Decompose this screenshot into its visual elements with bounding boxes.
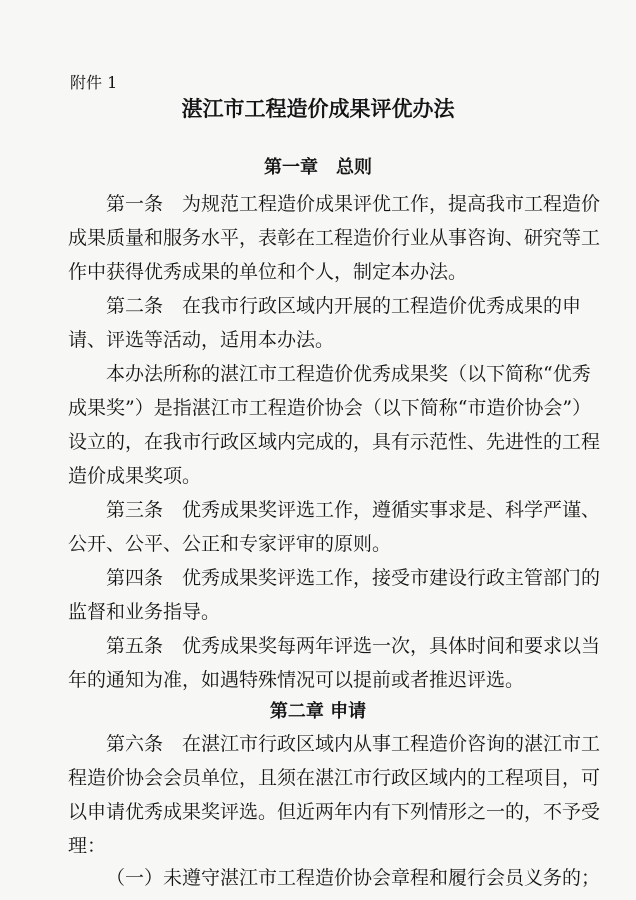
article-6-line-4: 理：: [68, 835, 107, 857]
article-6-line-3: 以申请优秀成果奖评选。但近两年内有下列情形之一的，不予受: [68, 801, 601, 823]
paragraph-definition-line-1: 本办法所称的湛江市工程造价优秀成果奖（以下简称“优秀: [106, 363, 591, 385]
article-5-line-2: 年的通知为准，如遇特殊情况可以提前或者推迟评选。: [68, 669, 525, 691]
article-3-line-1: 第三条 优秀成果奖评选工作，遵循实事求是、科学严谨、: [106, 499, 601, 521]
article-4-line-1: 第四条 优秀成果奖评选工作，接受市建设行政主管部门的: [106, 567, 601, 589]
article-4-line-2: 监督和业务指导。: [68, 601, 221, 623]
paragraph-definition-line-2: 成果奖”）是指湛江市工程造价协会（以下简称“市造价协会”）: [68, 397, 592, 419]
article-2-line-2: 请、评选等活动，适用本办法。: [68, 329, 335, 351]
document-title: 湛江市工程造价成果评优办法: [181, 96, 455, 121]
article-3-line-2: 公开、公平、公正和专家评审的原则。: [68, 533, 392, 555]
article-6-line-2: 程造价协会会员单位，且须在湛江市行政区域内的工程项目，可: [68, 767, 601, 789]
attachment-label: 附件 1: [70, 73, 118, 92]
chapter-1-heading: 第一章 总则: [264, 157, 372, 178]
article-5-line-1: 第五条 优秀成果奖每两年评选一次，具体时间和要求以当: [106, 635, 601, 657]
article-1-line-3: 作中获得优秀成果的单位和个人，制定本办法。: [68, 261, 468, 283]
article-1-line-1: 第一条 为规范工程造价成果评优工作，提高我市工程造价: [106, 193, 601, 215]
chapter-2-heading: 第二章 申请: [269, 701, 367, 722]
article-2-line-1: 第二条 在我市行政区域内开展的工程造价优秀成果的申: [106, 295, 582, 317]
paragraph-definition-line-4: 造价成果奖项。: [68, 465, 202, 487]
article-1-line-2: 成果质量和服务水平，表彰在工程造价行业从事咨询、研究等工: [68, 227, 601, 249]
paragraph-definition-line-3: 设立的，在我市行政区域内完成的，具有示范性、先进性的工程: [68, 431, 601, 453]
article-6-line-1: 第六条 在湛江市行政区域内从事工程造价咨询的湛江市工: [106, 733, 601, 755]
article-6-item-1: （一）未遵守湛江市工程造价协会章程和履行会员义务的；: [106, 867, 601, 889]
